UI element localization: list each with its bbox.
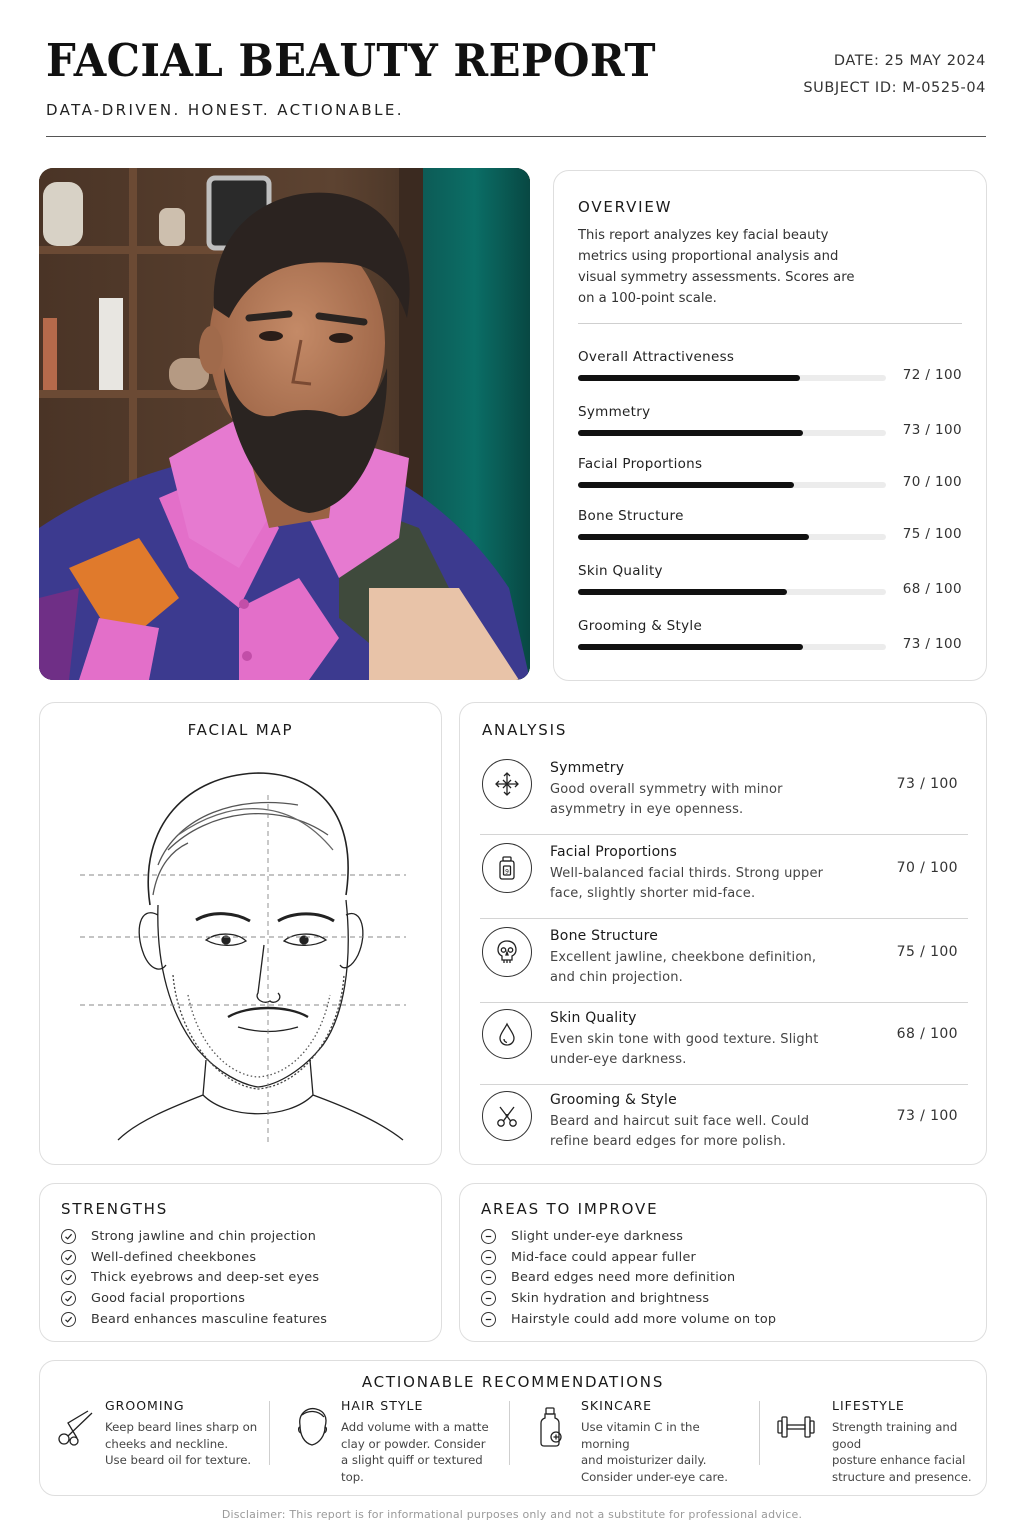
list-item-text: Slight under-eye darkness <box>511 1228 684 1244</box>
analysis-item <box>480 837 968 919</box>
metric-score: 72 / 100 <box>902 367 962 383</box>
report-title: FACIAL BEAUTY REPORT <box>46 34 657 87</box>
recommendation-item <box>774 1397 989 1487</box>
water-drop-icon <box>482 1009 532 1059</box>
recommendation-divider <box>509 1401 510 1465</box>
analysis-item-desc: Good overall symmetry with minor asymmetry in eye openness. <box>550 782 783 817</box>
report-tagline: DATA-DRIVEN. HONEST. ACTIONABLE. <box>46 101 404 119</box>
check-circle-icon <box>61 1270 76 1285</box>
minus-circle-icon <box>481 1229 496 1244</box>
analysis-item-score: 68 / 100 <box>896 1026 958 1042</box>
recommendation-line: and moisturizer daily. <box>581 1453 707 1468</box>
analysis-item-score: 75 / 100 <box>896 944 958 960</box>
report-date: DATE: 25 MAY 2024 <box>833 53 986 69</box>
recommendation-title: SKINCARE <box>581 1398 653 1413</box>
list-item <box>481 1288 776 1309</box>
overview-divider <box>578 323 962 324</box>
metric-bar-track <box>578 430 886 436</box>
list-item-text: Mid-face could appear fuller <box>511 1249 696 1265</box>
strengths-title: STRENGTHS <box>61 1200 169 1218</box>
report-header <box>46 34 986 138</box>
improve-card <box>459 1183 987 1342</box>
list-item-text: Good facial proportions <box>91 1291 246 1307</box>
analysis-item-score: 70 / 100 <box>896 860 958 876</box>
recommendation-line: Keep beard lines sharp on <box>105 1420 258 1434</box>
analysis-item-desc: Beard and haircut suit face well. Could refine beard edges for more polish. <box>550 1114 810 1149</box>
metric-label: Bone Structure <box>578 508 684 524</box>
recommendation-line: a slight quiff or textured top. <box>341 1453 483 1484</box>
report-meta <box>803 48 986 102</box>
metric-bar-fill <box>578 644 803 650</box>
recommendation-line: Add volume with a matte <box>341 1420 489 1434</box>
list-item-text: Strong jawline and chin projection <box>91 1228 317 1244</box>
recommendation-title: GROOMING <box>105 1398 185 1413</box>
scissors-icon <box>54 1405 98 1449</box>
overview-text: This report analyzes key facial beauty metrics using proportional analysis and visual symmetry assessments. Scores are on a 100-point scale. <box>578 228 855 306</box>
recommendation-line: Consider under-eye care. <box>581 1469 728 1484</box>
analysis-card <box>459 702 987 1165</box>
metric-label: Overall Attractiveness <box>578 349 735 365</box>
analysis-item-name: Skin Quality <box>550 1010 637 1026</box>
list-item <box>61 1226 327 1247</box>
head-outline-icon <box>290 1405 334 1449</box>
recommendation-title: LIFESTYLE <box>832 1398 905 1413</box>
list-item <box>481 1247 776 1268</box>
metric-bar-track <box>578 375 886 381</box>
metric-bar-fill <box>578 589 787 595</box>
recommendation-text <box>832 1419 989 1485</box>
list-item <box>481 1226 776 1247</box>
metric-row <box>578 508 962 548</box>
recommendations-card <box>39 1360 987 1496</box>
strengths-card <box>39 1183 442 1342</box>
recommendation-line: structure and presence. <box>832 1469 972 1484</box>
recommendation-text <box>581 1419 745 1485</box>
recommendation-item <box>290 1397 505 1487</box>
recommendation-item <box>54 1397 269 1487</box>
minus-circle-icon <box>481 1250 496 1265</box>
list-item-text: Hairstyle could add more volume on top <box>511 1312 777 1328</box>
recommendation-line: Strength training and good <box>832 1420 958 1451</box>
facial-map-card <box>39 702 442 1165</box>
recommendation-text <box>105 1419 257 1469</box>
list-item <box>61 1309 327 1330</box>
analysis-item <box>480 921 968 1003</box>
analysis-item-score: 73 / 100 <box>896 776 958 792</box>
face-sketch <box>78 755 408 1145</box>
check-circle-icon <box>61 1312 76 1327</box>
check-circle-icon <box>61 1291 76 1306</box>
metric-row <box>578 563 962 603</box>
header-divider <box>46 136 986 137</box>
list-item-text: Thick eyebrows and deep-set eyes <box>91 1270 320 1286</box>
overview-card <box>553 170 987 681</box>
metric-row <box>578 618 962 658</box>
list-item <box>61 1247 327 1268</box>
metric-bar-fill <box>578 482 794 488</box>
list-item-text: Beard edges need more definition <box>511 1270 736 1286</box>
metric-score: 73 / 100 <box>902 636 962 652</box>
metric-label: Symmetry <box>578 404 651 420</box>
recommendation-text <box>341 1419 505 1485</box>
analysis-item-name: Facial Proportions <box>550 844 677 860</box>
analysis-item-desc: Even skin tone with good texture. Slight under-eye darkness. <box>550 1032 819 1067</box>
analysis-item-name: Grooming & Style <box>550 1092 677 1108</box>
recommendation-line: cheeks and neckline. <box>105 1436 229 1451</box>
analysis-item-desc: Well-balanced facial thirds. Strong upper face, slightly shorter mid-face. <box>550 866 824 901</box>
analysis-item <box>480 1085 968 1167</box>
metric-bar-track <box>578 482 886 488</box>
list-item-text: Skin hydration and brightness <box>511 1291 710 1307</box>
svg-text:9: 9 <box>505 868 509 876</box>
list-item-text: Well-defined cheekbones <box>91 1249 257 1265</box>
recommendation-divider <box>759 1401 760 1465</box>
check-circle-icon <box>61 1250 76 1265</box>
recommendation-title: HAIR STYLE <box>341 1398 424 1413</box>
metric-score: 73 / 100 <box>902 422 962 438</box>
metric-row <box>578 404 962 444</box>
metric-bar-track <box>578 589 886 595</box>
list-item-text: Beard enhances masculine features <box>91 1312 328 1328</box>
recommendation-item <box>530 1397 745 1487</box>
metric-row <box>578 349 962 389</box>
metric-bar-track <box>578 534 886 540</box>
metric-bar-fill <box>578 375 800 381</box>
proportion-jar-icon <box>482 843 532 893</box>
recommendation-line: Use vitamin C in the morning <box>581 1420 700 1451</box>
analysis-item-score: 73 / 100 <box>896 1108 958 1124</box>
metric-label: Skin Quality <box>578 563 663 579</box>
minus-circle-icon <box>481 1270 496 1285</box>
facial-map-title: FACIAL MAP <box>187 721 294 739</box>
scissors-icon <box>482 1091 532 1141</box>
list-item <box>481 1309 776 1330</box>
analysis-item-name: Symmetry <box>550 760 625 776</box>
recommendation-line: posture enhance facial <box>832 1453 966 1468</box>
minus-circle-icon <box>481 1312 496 1327</box>
list-item <box>481 1268 776 1289</box>
check-circle-icon <box>61 1229 76 1244</box>
disclaimer: Disclaimer: This report is for informational purposes only and not a substitute for professional advice. <box>221 1508 803 1521</box>
metric-score: 68 / 100 <box>902 581 962 597</box>
analysis-item-name: Bone Structure <box>550 928 659 944</box>
overview-title: OVERVIEW <box>578 198 673 216</box>
analysis-item <box>480 753 968 835</box>
metric-bar-fill <box>578 534 809 540</box>
strengths-list <box>61 1226 327 1330</box>
skull-icon <box>482 927 532 977</box>
recommendation-line: Use beard oil for texture. <box>105 1453 252 1468</box>
subject-photo <box>39 168 530 680</box>
metric-row <box>578 456 962 496</box>
improve-list <box>481 1226 776 1330</box>
minus-circle-icon <box>481 1291 496 1306</box>
metric-score: 70 / 100 <box>902 474 962 490</box>
list-item <box>61 1268 327 1289</box>
serum-bottle-icon <box>530 1405 574 1449</box>
analysis-item <box>480 1003 968 1085</box>
improve-title: AREAS TO IMPROVE <box>481 1200 659 1218</box>
list-item <box>61 1288 327 1309</box>
dumbbell-icon <box>774 1405 818 1449</box>
metric-label: Grooming & Style <box>578 618 703 634</box>
metric-bar-fill <box>578 430 803 436</box>
metric-score: 75 / 100 <box>902 526 962 542</box>
recommendations-title: ACTIONABLE RECOMMENDATIONS <box>361 1373 665 1391</box>
analysis-item-desc: Excellent jawline, cheekbone definition, and chin projection. <box>550 950 817 985</box>
metric-label: Facial Proportions <box>578 456 703 472</box>
recommendation-divider <box>269 1401 270 1465</box>
metric-bar-track <box>578 644 886 650</box>
symmetry-arrows-icon <box>482 759 532 809</box>
subject-id: SUBJECT ID: M-0525-04 <box>803 80 986 96</box>
recommendation-line: clay or powder. Consider <box>341 1436 486 1451</box>
analysis-title: ANALYSIS <box>482 721 568 739</box>
